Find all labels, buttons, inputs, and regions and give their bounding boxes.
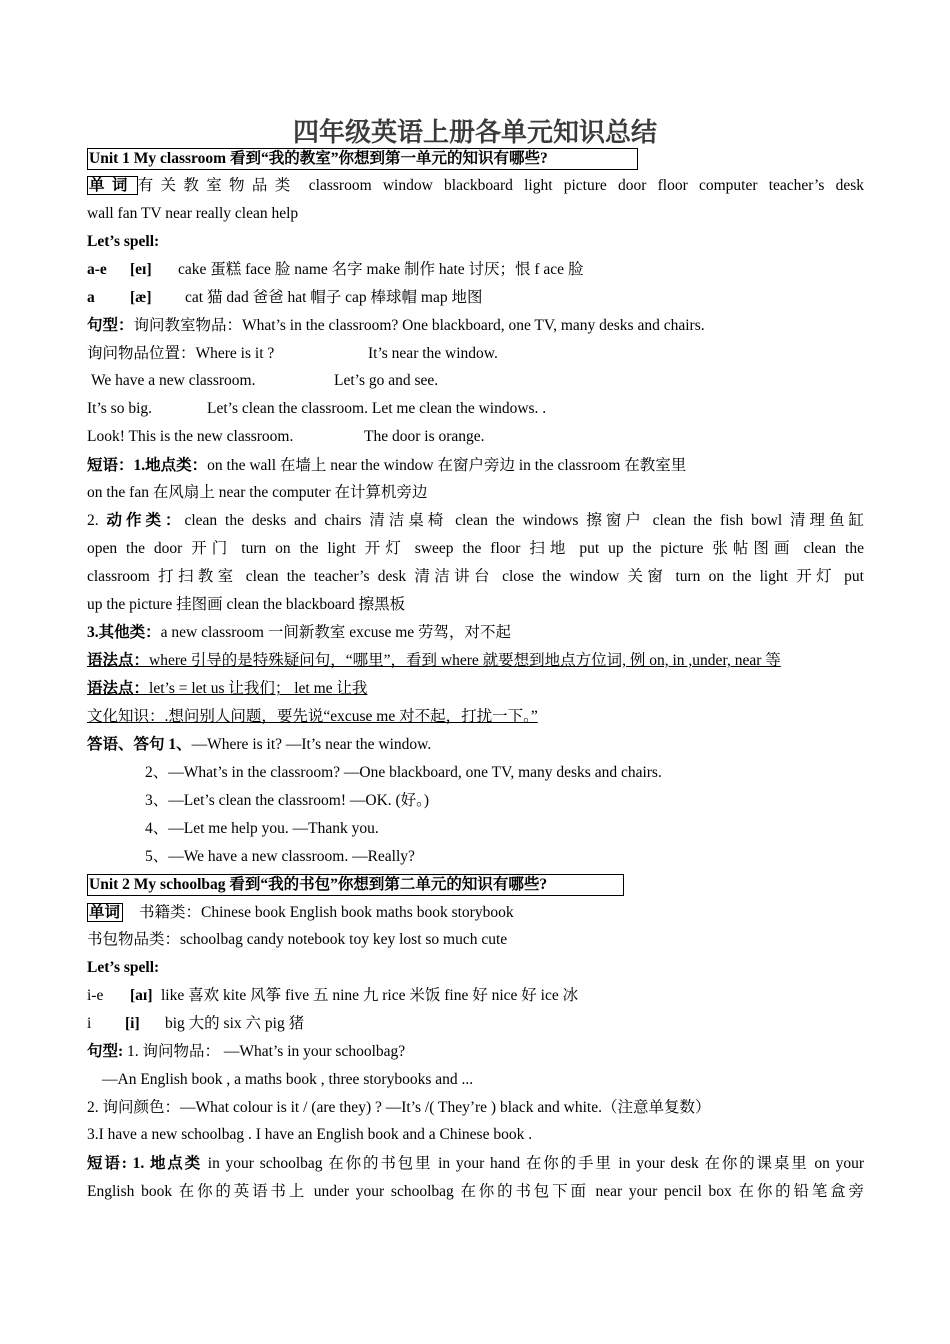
- unit1-answer5: 5、—We have a new classroom. —Really?: [145, 848, 415, 865]
- unit1-pattern3: [87, 371, 438, 391]
- grammar-label: 语法点：: [87, 652, 150, 669]
- unit1-pattern2: [87, 344, 498, 364]
- unit1-action-line2: open the door 开门 turn on the light 开灯 sweep the floor 扫地 put up the picture 张帖图画 clean the: [87, 540, 864, 557]
- unit1-words-line1: [87, 176, 864, 196]
- unit1-heading-box: [87, 148, 638, 170]
- unit1-answer1: [87, 735, 431, 755]
- unit1-spell-label: Let’s spell:: [87, 233, 160, 250]
- unit1-heading: [87, 148, 638, 170]
- unit1-words-label: 单词: [87, 176, 138, 195]
- unit1-grammar2: [87, 679, 367, 699]
- unit2-pattern2: 2. 询问颜色：—What colour is it / (are they) ? —It’s /( They’re ) black and white.（注意单复数）: [87, 1099, 711, 1116]
- pattern-text: It’s near the window.: [368, 345, 498, 362]
- unit1-answer3: 3、—Let’s clean the classroom! —OK. (好。): [145, 792, 430, 809]
- spell-letters: i-e: [87, 987, 104, 1004]
- spell-ipa: [i]: [125, 1015, 140, 1032]
- unit2-heading: [87, 874, 624, 896]
- unit2-words-label: 单词: [87, 903, 123, 922]
- spell-words: cat 猫 dad 爸爸 hat 帽子 cap 棒球帽 map 地图: [185, 289, 483, 306]
- other-label: 3.其他类：: [87, 624, 161, 641]
- unit2-pattern1: [87, 1042, 405, 1062]
- unit2-spell-row2: [87, 1014, 304, 1034]
- unit2-heading-en: Unit 2 My schoolbag: [89, 876, 226, 893]
- unit2-words-line1: [87, 903, 514, 923]
- spell-letters: a-e: [87, 261, 107, 278]
- other-text: a new classroom 一间新教室 excuse me 劳驾，对不起: [160, 624, 512, 641]
- action-text: clean the desks and chairs 清洁桌椅 clean the windows 擦窗户 clean the fish bowl 清理鱼缸: [184, 512, 865, 529]
- unit1-heading-en: Unit 1 My classroom: [89, 150, 227, 167]
- pattern-text: It’s so big.: [87, 400, 153, 417]
- unit1-pattern5: [87, 427, 485, 447]
- unit1-action-line4: up the picture 挂图画 clean the blackboard 擦黑板: [87, 596, 406, 613]
- unit1-culture: 文化知识：.想问别人问题，要先说“excuse me 对不起，打扰一下。”: [87, 708, 538, 725]
- pattern-text: Let’s go and see.: [334, 372, 439, 389]
- unit1-pattern4: [87, 399, 546, 419]
- grammar-label: 语法点：: [87, 680, 150, 697]
- pattern-text: We have a new classroom.: [91, 372, 256, 389]
- unit1-other: [87, 623, 511, 643]
- phrase-label: 短语：1.地点类：: [87, 457, 208, 474]
- unit2-spell-row1: [87, 986, 578, 1006]
- page-title: 四年级英语上册各单元知识总结: [292, 118, 657, 148]
- pattern-text: Let’s clean the classroom. Let me clean the windows. .: [207, 400, 547, 417]
- pattern-label: 句型：: [87, 317, 134, 334]
- spell-ipa: [æ]: [130, 289, 152, 306]
- pattern-text: 询问教室物品：What’s in the classroom? One blackboard, one TV, many desks and chairs.: [133, 317, 705, 334]
- unit1-phrase-line1: [87, 456, 686, 476]
- answer-label: 答语、答句 1、: [87, 736, 192, 753]
- phrase-text: on the wall 在墙上 near the window 在窗户旁边 in the classroom 在教室里: [207, 457, 687, 474]
- pattern-text: 询问物品位置：Where is it ?: [87, 345, 275, 362]
- pattern-text: Look! This is the new classroom.: [87, 428, 294, 445]
- unit1-heading-cn: 看到“我的教室”你想到第一单元的知识有哪些?: [226, 150, 548, 167]
- spell-letters: a: [87, 289, 95, 306]
- unit1-spell-row1: [87, 260, 583, 280]
- unit2-words-line2: 书包物品类：schoolbag candy notebook toy key lost so much cute: [87, 931, 508, 948]
- unit2-heading-cn: 看到“我的书包”你想到第二单元的知识有哪些?: [225, 876, 548, 893]
- grammar-text: where 引导的是特殊疑问句，“哪里”，看到 where 就要想到地点方位词, 例 on, in ,under, near 等: [149, 652, 781, 669]
- spell-letters: i: [87, 1015, 92, 1032]
- unit2-pattern1b: —An English book , a maths book , three storybooks and ...: [102, 1071, 474, 1088]
- action-label: 动作类：: [106, 512, 185, 529]
- spell-ipa: [aɪ]: [130, 987, 153, 1004]
- unit1-action-line3: classroom 打扫教室 clean the teacher’s desk 清洁讲台 close the window 关窗 turn on the light 开灯 put: [87, 568, 864, 585]
- pattern-text: The door is orange.: [364, 428, 485, 445]
- action-num: 2.: [87, 512, 107, 529]
- unit1-words-list: 有关教室物品类 classroom window blackboard light picture door floor computer teacher’s desk: [137, 177, 864, 194]
- unit2-pattern3: 3.I have a new schoolbag . I have an English book and a Chinese book .: [87, 1126, 533, 1143]
- spell-words: like 喜欢 kite 风筝 five 五 nine 九 rice 米饭 fine 好 nice 好 ice 冰: [161, 987, 579, 1004]
- unit1-grammar1: [87, 651, 781, 671]
- spell-words: cake 蛋糕 face 脸 name 名字 make 制作 hate 讨厌；恨 f ace 脸: [178, 261, 584, 278]
- unit1-action-line1: [87, 511, 864, 531]
- unit1-spell-row2: [87, 288, 482, 308]
- spell-ipa: [eɪ]: [130, 261, 152, 278]
- grammar-text: let’s = let us 让我们； let me 让我: [149, 680, 368, 697]
- unit2-phrase-line1: [87, 1154, 864, 1174]
- phrase-text: in your schoolbag 在你的书包里 in your hand 在你的手里 in your desk 在你的课桌里 on your: [202, 1155, 864, 1172]
- unit2-spell-label: Let’s spell:: [87, 959, 160, 976]
- answer-text: —Where is it? —It’s near the window.: [191, 736, 432, 753]
- unit2-words-list: 书籍类：Chinese book English book maths book storybook: [139, 904, 514, 921]
- unit1-pattern1: [87, 316, 705, 336]
- pattern-label: 句型:: [87, 1043, 124, 1060]
- pattern-text: 1. 询问物品： —What’s in your schoolbag?: [123, 1043, 406, 1060]
- unit1-phrase-line2: on the fan 在风扇上 near the computer 在计算机旁边: [87, 484, 428, 501]
- unit1-answer2: 2、—What’s in the classroom? —One blackboard, one TV, many desks and chairs.: [145, 764, 662, 781]
- unit2-heading-box: [87, 874, 624, 896]
- unit1-words-line2: wall fan TV near really clean help: [87, 205, 299, 222]
- unit2-phrase-line2: English book 在你的英语书上 under your schoolbag 在你的书包下面 near your pencil box 在你的铅笔盒旁: [87, 1183, 864, 1200]
- phrase-label: 短语: 1. 地点类: [87, 1155, 203, 1172]
- spell-words: big 大的 six 六 pig 猪: [165, 1015, 305, 1032]
- unit1-answer4: 4、—Let me help you. —Thank you.: [145, 820, 379, 837]
